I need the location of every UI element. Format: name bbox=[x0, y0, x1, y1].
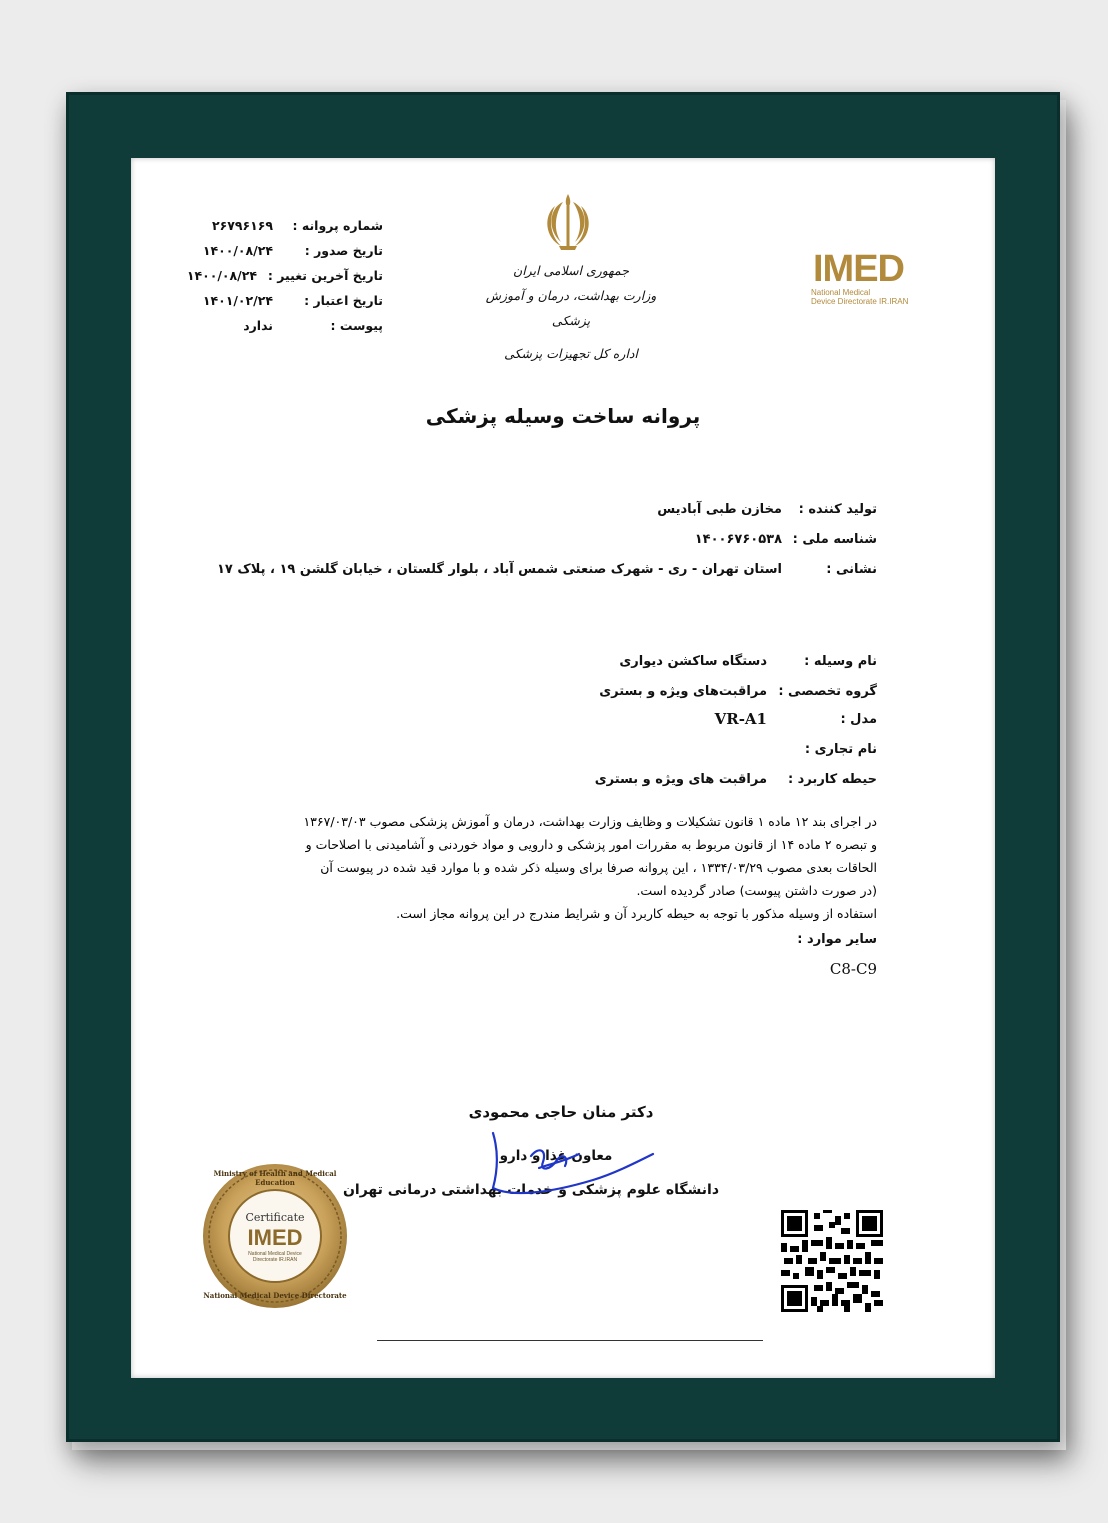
legal-line: الحاقات بعدی مصوب ۱۳۳۴/۰۳/۲۹ ، این پروانه صرفا برای وسیله ذکر شده و با موارد قید شده در پیوست آن bbox=[320, 860, 877, 875]
legal-line: (در صورت داشتن پیوست) صادر گردیده است. bbox=[636, 883, 877, 898]
page-title: پروانه ساخت وسیله پزشکی bbox=[425, 404, 701, 428]
meta-issue-date: تاریخ صدور : ۱۴۰۰/۰۸/۲۴ bbox=[202, 243, 383, 258]
other-items-value: C8-C9 bbox=[829, 960, 877, 978]
brand-field: نام تجاری : bbox=[804, 742, 877, 757]
gov-line-2: وزارت بهداشت، درمان و آموزش پزشکی bbox=[485, 288, 657, 328]
manufacturer-field: تولید کننده : مخازن طبی آبادیس bbox=[657, 502, 877, 517]
meta-expiry-date: تاریخ اعتبار : ۱۴۰۱/۰۲/۲۴ bbox=[202, 293, 383, 308]
device-name-field: نام وسیله : دستگاه ساکشن دیواری bbox=[619, 654, 877, 669]
ministry-heading bbox=[471, 258, 671, 366]
legal-line: در اجرای بند ۱۲ ماده ۱ قانون تشکیلات و وظایف وزارت بهداشت، درمان و آموزش پزشکی مصوب ۱۳۶۷/۰۳/۰۳ bbox=[303, 814, 877, 829]
manufacturer-block bbox=[217, 502, 877, 592]
meta-attachment: پیوست : ندارد bbox=[243, 318, 383, 333]
model-field: مدل : VR-A1 bbox=[714, 710, 877, 728]
legal-line: استفاده از وسیله مذکور با توجه به حیطه کاربرد آن و شرایط مندرج در این پروانه مجاز است. bbox=[396, 906, 877, 921]
address-field: نشانی : استان تهران - ری - شهرک صنعتی شمس آباد ، بلوار گلستان ، خیابان گلشن ۱۹ ، پلاک ۱۷ bbox=[217, 562, 877, 577]
meta-block bbox=[183, 218, 383, 348]
signatory-name: دکتر منان حاجی محمودی bbox=[468, 1103, 654, 1121]
meta-last-change-date: تاریخ آخرین تغییر : ۱۴۰۰/۰۸/۲۴ bbox=[186, 268, 383, 283]
device-block bbox=[237, 654, 877, 794]
legal-line: و تبصره ۲ ماده ۱۴ از قانون مربوط به مقررات امور پزشکی و دارویی و مواد خوردنی و آشامیدنی با اصلاحات و bbox=[305, 837, 877, 852]
legal-paragraph bbox=[157, 810, 877, 925]
seal-subtitle: National Medical Device Directorate IR.IRAN bbox=[248, 1251, 302, 1263]
national-id-field: شناسه ملی : ۱۴۰۰۶۷۶۰۵۳۸ bbox=[694, 532, 877, 547]
imed-logo-text: IMED bbox=[813, 248, 904, 290]
gov-line-1: جمهوری اسلامی ایران bbox=[513, 263, 629, 278]
seal-ring-text: Ministry of Health and Medical Education bbox=[213, 1169, 337, 1187]
signature-icon bbox=[483, 1128, 663, 1208]
seal-bottom-text: National Medical Device Directorate bbox=[203, 1291, 347, 1300]
specialty-group-field: گروه تخصصی : مراقبت‌های ویژه و بستری bbox=[599, 684, 877, 699]
qr-code-icon bbox=[781, 1210, 883, 1312]
scope-field: حیطه کاربرد : مراقبت های ویژه و بستری bbox=[594, 772, 877, 787]
seal-label: Certificate bbox=[245, 1211, 305, 1224]
gov-line-3: اداره کل تجهیزات پزشکی bbox=[504, 346, 638, 361]
iran-emblem-icon bbox=[533, 186, 603, 256]
signatory-university: دانشگاه علوم پزشکی و خدمات بهداشتی درمانی تهران bbox=[342, 1182, 720, 1198]
certificate-paper bbox=[131, 158, 995, 1378]
meta-license-number: شماره پروانه : ۲۶۷۹۶۱۶۹ bbox=[211, 218, 383, 233]
other-items-label: سایر موارد : bbox=[797, 932, 877, 947]
certificate-seal bbox=[202, 1163, 348, 1309]
bottom-divider bbox=[377, 1340, 763, 1341]
imed-logo-subtitle: National Medical Device Directorate IR.IRAN bbox=[811, 288, 909, 306]
imed-logo bbox=[811, 248, 931, 312]
seal-logo: IMED bbox=[247, 1225, 303, 1250]
signatory-position: معاون غذا و دارو bbox=[499, 1148, 613, 1164]
